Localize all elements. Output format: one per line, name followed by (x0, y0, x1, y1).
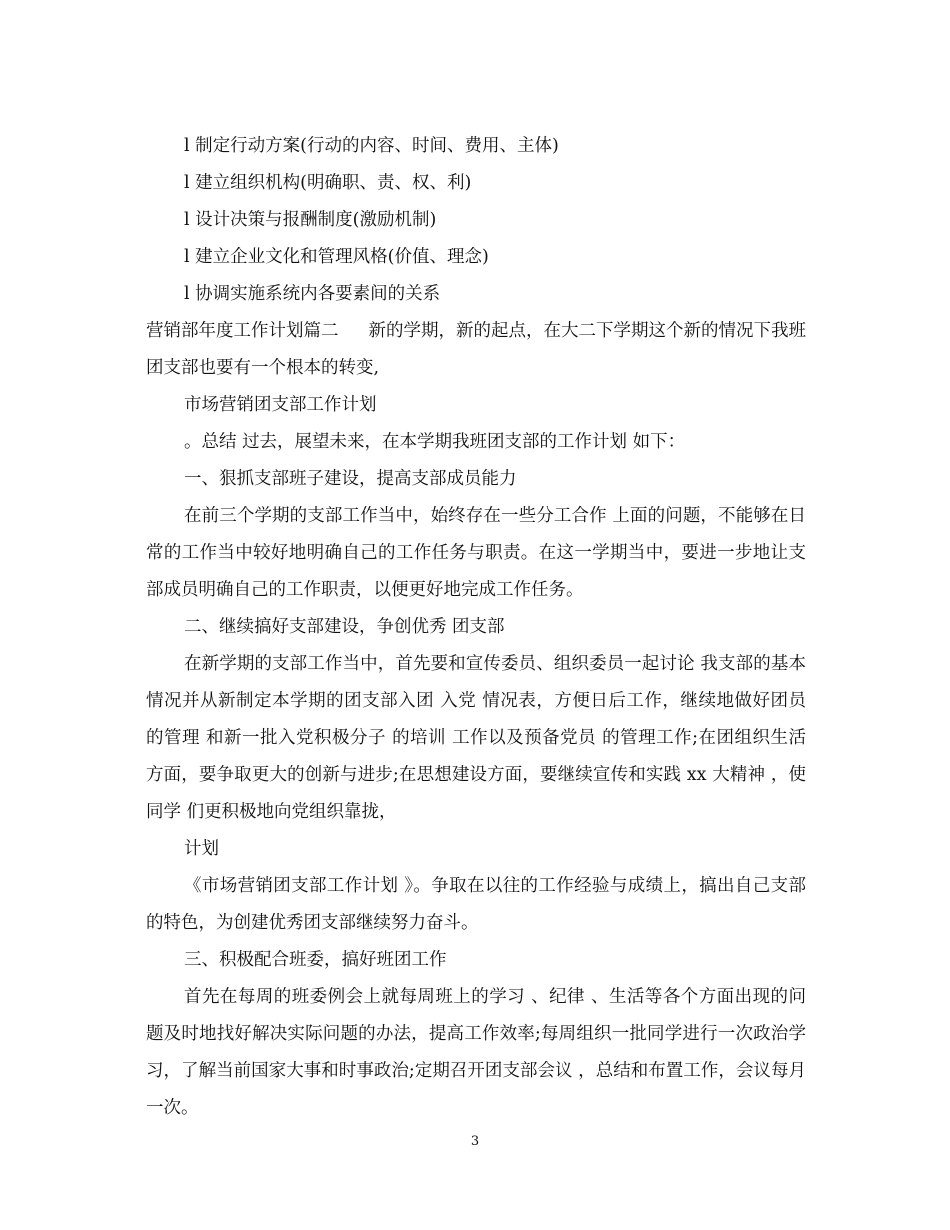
paragraph-1: l 制定行动方案(行动的内容、时间、费用、主体) (184, 136, 559, 156)
paragraph-12: 在新学期的支部工作当中，首先要和宣传委员、组织委员一起讨论 我支部的基本情况并从新制定本学期的团支部入团 入党 情况表，方便日后工作，继续地做好团员 的管理 和新一批入党积极分子 的培训 工作以及预备党员 的管理工作;在团组织生活 方面，要争取更大的创新与进步;在思想建设方面，要继续宣传和实践 xx 大精神 ，使同学 们更积极地向党组织靠拢， (146, 654, 806, 822)
paragraph-11: 二、继续搞好支部建设，争创优秀 团支部 (184, 617, 505, 637)
section-heading-part-two: 营销部年度工作计划篇二 (146, 321, 339, 341)
paragraph-6 (146, 313, 806, 387)
paragraph-14: 《市场营销团支部工作计划 》。争取在以往的工作经验与成绩上，搞出自己支部的特色，为创建优秀团支部继续努力奋斗。 (146, 876, 806, 933)
paragraph-2: l 建立组织机构(明确职、责、权、利) (184, 173, 472, 193)
paragraph-4: l 建立企业文化和管理风格(价值、理念) (184, 247, 489, 267)
paragraph-10: 在前三个学期的支部工作当中，始终存在一些分工合作 上面的问题，不能够在日常的工作当中较好地明确自己的工作任务与职责。在这一学期当中，要进一步地让支部成员明确自己的工作职责，以便更好地完成工作任务。 (146, 506, 806, 600)
document-body (146, 128, 806, 1127)
paragraph-15: 三、积极配合班委，搞好班团工作 (184, 950, 447, 970)
paragraph-13: 计划 (184, 839, 219, 859)
paragraph-7: 市场营销团支部工作计划 (184, 395, 377, 415)
page-number: 3 (470, 1134, 480, 1149)
paragraph-3: l 设计决策与报酬制度(激励机制) (184, 210, 437, 230)
paragraph-6-body: 新的学期，新的起点，在大二下学期这个新的情况下我班团支部也要有一个根本的转变, (146, 321, 806, 378)
paragraph-8: 。总结 过去，展望未来，在本学期我班团支部的工作计划 如下： (184, 432, 686, 452)
paragraph-5: l 协调实施系统内各要素间的关系 (184, 284, 441, 304)
paragraph-9: 一、狠抓支部班子建设，提高支部成员能力 (184, 469, 517, 489)
paragraph-16: 首先在每周的班委例会上就每周班上的学习 、纪律 、生活等各个方面出现的问题及时地找好解决实际问题的办法，提高工作效率;每周组织一批同学进行一次政治学习，了解当前国家大事和时事政治;定期召开团支部会议 ，总结和布置工作，会议每月一次。 (146, 987, 806, 1118)
